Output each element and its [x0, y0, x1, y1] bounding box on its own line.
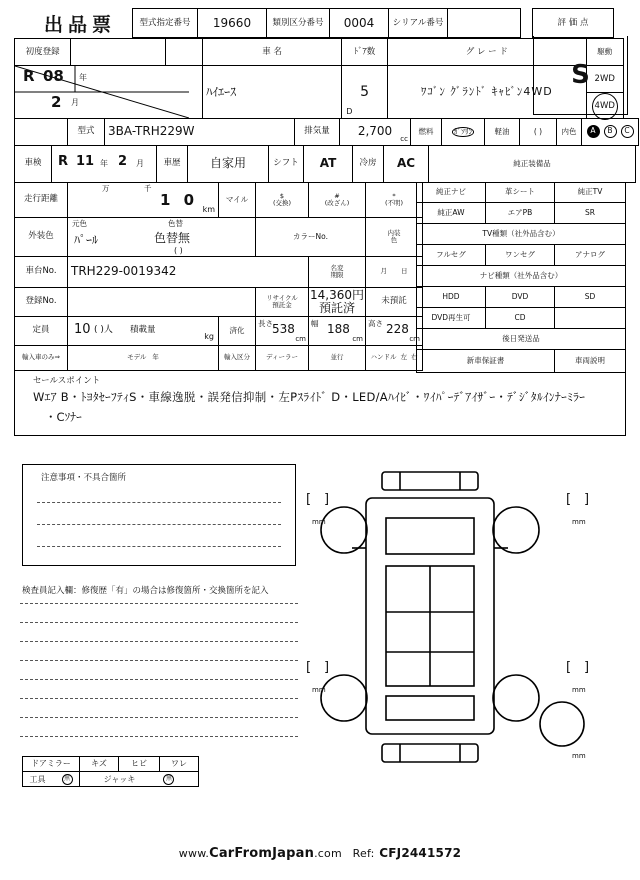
fuel-diesel[interactable]: 軽油	[485, 119, 520, 146]
capacity-value-cell	[68, 316, 219, 345]
reg-year: 08	[43, 67, 64, 85]
reg-slash-cell	[95, 39, 142, 66]
opt-tv-label[interactable]: 純正TV	[555, 182, 626, 203]
doors-value-cell	[342, 66, 388, 119]
model-year-cell	[68, 345, 219, 370]
genuine-equipment-header	[429, 145, 636, 182]
grade-value: ﾜｺﾞﾝ ｸﾞﾗﾝﾄﾞ ｷｬﾋﾞﾝ4WD	[387, 66, 586, 119]
tamper-text: (改ざん)	[324, 198, 350, 207]
reg-date-cell	[15, 66, 203, 119]
width-value: 188	[327, 321, 350, 336]
fuel-other: ( )	[520, 119, 557, 146]
drive-2wd[interactable]: 2WD	[587, 67, 623, 93]
load-unit: kg	[204, 332, 214, 342]
tools-mark[interactable]: 無	[62, 774, 73, 785]
exterior-sub: 元色	[72, 218, 87, 228]
inspector-line-7	[20, 716, 298, 718]
footer-www: www.	[178, 847, 210, 860]
exterior-label	[15, 217, 68, 256]
header-ident-table	[132, 8, 614, 38]
mileage-unit-mile[interactable]: マイル	[219, 182, 256, 217]
notes-line-1	[37, 501, 281, 503]
opt-nav-label[interactable]: 純正ナビ	[417, 182, 486, 203]
page-title: 出品票	[44, 14, 117, 36]
capacity-unit: ( )人	[94, 324, 113, 335]
model-code-value: 19660	[198, 9, 267, 38]
vehicle-diagram-svg	[304, 462, 604, 772]
shaken-year-unit: 年	[100, 158, 108, 168]
jack-label: ジャッキ	[103, 774, 136, 784]
sales-point-line2: ・Cｿﾅｰ	[45, 409, 82, 424]
dmg-header-break: ワレ	[160, 757, 199, 772]
unknown-symbol: *	[392, 191, 396, 200]
bracket-right-front-open: [	[566, 492, 572, 507]
mm-right-rear: mm	[572, 686, 586, 694]
dmg-header-scratch: キズ	[80, 757, 119, 772]
recolor-value: 色替無	[154, 230, 191, 245]
inspector-line-5	[20, 678, 298, 680]
notes-title: 注意事項・不具合箇所	[41, 473, 127, 483]
notes-line-3	[37, 545, 281, 547]
footer-ref-label: Ref:	[352, 847, 375, 860]
footer-brand: CarFromJapan	[209, 846, 315, 861]
later-label: 後日発送品	[502, 333, 540, 343]
parallel-label[interactable]: 並行	[309, 345, 366, 370]
mileage-sen: 千	[144, 183, 152, 193]
exchange-mark[interactable]	[256, 182, 309, 217]
mileage-label: 走行距離	[15, 182, 68, 217]
mileage-unit-km: km	[202, 205, 215, 215]
doors-value: 5	[360, 83, 370, 100]
handle-left[interactable]: 左	[400, 353, 407, 362]
bracket-left-rear-open: [	[306, 660, 312, 675]
opt-sr-label[interactable]: SR	[555, 202, 626, 223]
inspector-line-6	[20, 697, 298, 699]
bracket-right-front-close: ]	[584, 492, 590, 507]
model-year-unit: 年	[152, 353, 159, 362]
disp-unit: cc	[400, 135, 408, 144]
rireki-label: 車歴	[157, 145, 188, 182]
type-value: 3BA-TRH229W	[105, 119, 295, 146]
reg-label: 初度登録	[15, 39, 71, 66]
vehicle-diagram	[304, 462, 604, 772]
opt-seat-label[interactable]: 革シート	[486, 182, 555, 203]
opt-dvd-play[interactable]: DVD再生可	[417, 307, 486, 328]
class-no-label: 類別区分番号	[267, 9, 330, 38]
recolor-note: ( )	[174, 246, 183, 256]
mileage-man: 万	[102, 183, 110, 193]
handle-cell	[366, 345, 423, 370]
grade-label: グ レ ー ド	[387, 39, 586, 66]
bracket-right-rear-open: [	[566, 660, 572, 675]
shaken-month-unit: 月	[136, 158, 144, 168]
inspector-line-4	[20, 659, 298, 661]
recycle-label1: リサイクル	[266, 293, 298, 302]
score-box	[533, 36, 628, 115]
chassis-label: 車台No.	[15, 256, 68, 287]
doors-sub: D	[346, 106, 353, 116]
bracket-left-front-open: [	[306, 492, 312, 507]
dmg-row-tools-label	[23, 772, 80, 787]
reg-pad-cell	[141, 39, 165, 66]
inspector-line-3	[20, 640, 298, 642]
mileage-value-cell	[68, 182, 219, 217]
color-no-label: カラーNo.	[256, 217, 366, 256]
inner-color-b[interactable]: B	[604, 125, 617, 138]
mm-right-front: mm	[572, 518, 586, 526]
maximum-label: 済化	[219, 316, 256, 345]
width-unit: cm	[352, 335, 363, 344]
shift-label: シフト	[269, 145, 304, 182]
unknown-mark[interactable]	[366, 182, 423, 217]
shaken-label: 車検	[15, 145, 52, 182]
notes-line-2	[37, 523, 281, 525]
mm-spare: mm	[572, 752, 586, 760]
unknown-text: (不明)	[384, 198, 404, 207]
opt-epb-label[interactable]: エアPB	[486, 202, 555, 223]
exterior-label-text: 外装色	[28, 231, 54, 242]
height-cell	[366, 316, 423, 345]
footer-com: .com	[314, 847, 342, 860]
tamper-symbol: #	[334, 191, 340, 200]
options-grid	[416, 182, 626, 373]
later-ship-header	[417, 328, 626, 349]
name-change-2: 期限	[330, 270, 344, 279]
shift-value: AT	[304, 145, 353, 182]
ac-label: 冷房	[353, 145, 384, 182]
class-no-value: 0004	[330, 9, 389, 38]
inspector-line-1	[20, 602, 298, 604]
tv-kind-header	[417, 223, 626, 244]
length-value: 538	[272, 321, 295, 336]
tools-label: 工具	[29, 774, 46, 784]
width-label: 幅	[311, 318, 319, 328]
tamper-mark[interactable]	[309, 182, 366, 217]
opt-maint-book[interactable]	[555, 349, 626, 372]
opt-cd[interactable]: CD	[486, 307, 555, 328]
lower-section	[14, 456, 626, 786]
footer-ref-value: CFJ2441572	[379, 846, 462, 860]
shaken-year: 11	[76, 153, 95, 169]
name-change-label	[309, 256, 366, 287]
footer-site	[14, 846, 626, 861]
opt-dvd[interactable]: DVD	[486, 286, 555, 307]
nav-kind-label: ナビ種類（社外品含む）	[479, 270, 563, 280]
model-year-label1: モデル	[127, 353, 147, 362]
sales-point-box	[14, 371, 626, 436]
recycle-alt[interactable]: 未預託	[366, 287, 423, 316]
disp-label: 排気量	[295, 119, 340, 146]
fuel-gas[interactable]	[442, 119, 485, 146]
tv-kind-label: TV種類（社外品含む）	[482, 228, 560, 238]
fuel-label: 燃料	[411, 119, 442, 146]
name-label-pad	[165, 39, 202, 66]
score-label: 評 価 点	[533, 9, 614, 38]
shaken-month: 2	[118, 153, 128, 169]
shaken-date-cell	[52, 145, 157, 182]
bracket-left-rear-close: ]	[324, 660, 330, 675]
jack-mark[interactable]: 無	[163, 774, 174, 785]
opt-aw-label[interactable]: 純正AW	[417, 202, 486, 223]
regno-value	[68, 287, 256, 316]
inner-color-label: 内色	[557, 119, 582, 146]
expiry-day: 日	[401, 267, 408, 276]
bracket-right-rear-close: ]	[584, 660, 590, 675]
handle-right[interactable]: 右	[411, 353, 418, 362]
notes-box	[22, 464, 296, 566]
drive-4wd-label: 4WD	[592, 93, 618, 120]
dmg-header-mirror: ドアミラー	[23, 757, 80, 772]
reg-era-cell	[71, 39, 95, 66]
import-cat-label: 輸入区分	[219, 345, 256, 370]
handle-label: ハンドル	[370, 353, 397, 362]
recycle-label	[256, 287, 309, 316]
recycle-value: 14,360円預託済	[310, 287, 364, 315]
expiry-month: 月	[380, 267, 387, 276]
mileage-value: 1 0	[160, 190, 199, 209]
auction-sheet	[14, 8, 630, 861]
row-type	[14, 118, 639, 146]
rireki-value: 自家用	[188, 145, 269, 182]
opt-fullseg[interactable]: フルセグ	[417, 244, 486, 265]
interior-label1: 内装	[387, 228, 401, 237]
length-cell	[256, 316, 309, 345]
opt-sd[interactable]: SD	[555, 286, 626, 307]
new-book-label: 新車保証書	[466, 355, 505, 365]
load-label: 積載量	[130, 324, 156, 335]
exterior-color-cell	[68, 217, 256, 256]
nav-kind-header	[417, 265, 626, 286]
opt-blank	[555, 307, 626, 328]
type-label: 型式	[68, 119, 105, 146]
serial-value	[448, 9, 521, 38]
exchange-text: (交換)	[272, 198, 292, 207]
vehicle-name-value: ﾊｲｴｰｽ	[203, 66, 342, 119]
row-inspection-options	[14, 145, 636, 183]
maint-book-label: 車両説明	[575, 355, 605, 365]
bracket-left-front-close: ]	[324, 492, 330, 507]
damage-table	[22, 756, 199, 787]
exterior-value: ﾊﾟｰﾙ	[74, 232, 99, 247]
title-bar	[14, 8, 626, 38]
ac-value: AC	[384, 145, 429, 182]
disp-value-cell	[340, 119, 411, 146]
doors-label: ﾄﾞｱ数	[342, 39, 388, 66]
inner-color-c[interactable]: C	[621, 125, 634, 138]
inspector-line-2	[20, 621, 298, 623]
interior-color-label	[366, 217, 423, 256]
height-value: 228	[386, 321, 409, 336]
reg-year-unit: 年	[79, 73, 87, 82]
opt-hdd[interactable]: HDD	[417, 286, 486, 307]
reg-month: 2	[51, 93, 62, 111]
name-change-1: 名変	[330, 263, 344, 272]
expiry-date-cell	[366, 256, 423, 287]
fuel-gas-label: ｶﾞｿﾘﾝ	[453, 126, 473, 136]
height-unit: cm	[409, 335, 420, 344]
shaken-era: R	[58, 153, 69, 169]
recolor-label: 色替	[168, 218, 183, 228]
opt-new-book[interactable]	[417, 349, 555, 372]
drive-label: 駆動	[586, 39, 623, 66]
genuine-label: 純正装備品	[513, 158, 551, 168]
dmg-header-crack: ヒビ	[119, 757, 160, 772]
length-label: 長さ	[258, 318, 273, 328]
interior-label2: 色	[390, 235, 398, 244]
import-label: 輸入車のみ⇒	[15, 345, 68, 370]
mm-left-front: mm	[312, 518, 326, 526]
data-options-area	[14, 182, 626, 371]
dealer-label[interactable]: ディーラー	[256, 345, 309, 370]
chassis-value: TRH229-0019342	[68, 256, 309, 287]
name-label: 車 名	[203, 39, 342, 66]
inspector-lines	[20, 602, 298, 754]
footer	[14, 846, 626, 861]
height-label: 高さ	[368, 318, 383, 328]
recycle-label2: 預託金	[272, 300, 292, 309]
left-data-grid	[14, 182, 423, 371]
inner-color-cell	[582, 119, 639, 146]
inspector-note: 検査員記入欄：修復歴「有」の場合は修復箇所・交換箇所を記入	[22, 586, 269, 596]
opt-oneseg[interactable]: ワンセグ	[486, 244, 555, 265]
width-cell	[309, 316, 366, 345]
regno-label: 登録No.	[15, 287, 68, 316]
sales-point-line1: Wｴｱ B・ﾄﾖﾀｾｰﾌﾃｨS・車線逸脱・誤発信抑制・左Pｽﾗｲﾄﾞ D・LED/Aﾊｲﾋﾞ・ﾜｲﾊﾟｰﾃﾞｱｲｻﾞｰ・ﾃﾞｼﾞﾀﾙｲﾝﾅｰﾐﾗｰ	[33, 389, 586, 404]
disp-value: 2,700	[357, 124, 393, 139]
type-pad	[15, 119, 68, 146]
reg-month-unit: 月	[71, 98, 79, 107]
inspector-line-8	[20, 735, 298, 737]
mm-left-rear: mm	[312, 686, 326, 694]
score-value: S	[571, 60, 590, 90]
capacity-value: 10	[74, 321, 91, 337]
sales-point-title: セールスポイント	[33, 375, 101, 386]
length-unit: cm	[295, 335, 306, 344]
model-code-label: 型式指定番号	[133, 9, 198, 38]
dmg-row-jack-label	[80, 772, 199, 787]
opt-analog[interactable]: アナログ	[555, 244, 626, 265]
reg-era: R	[23, 67, 35, 85]
exchange-symbol: $	[279, 191, 285, 200]
inner-color-a[interactable]: A	[587, 125, 600, 138]
serial-label: シリアル番号	[389, 9, 448, 38]
capacity-label: 定員	[15, 316, 68, 345]
